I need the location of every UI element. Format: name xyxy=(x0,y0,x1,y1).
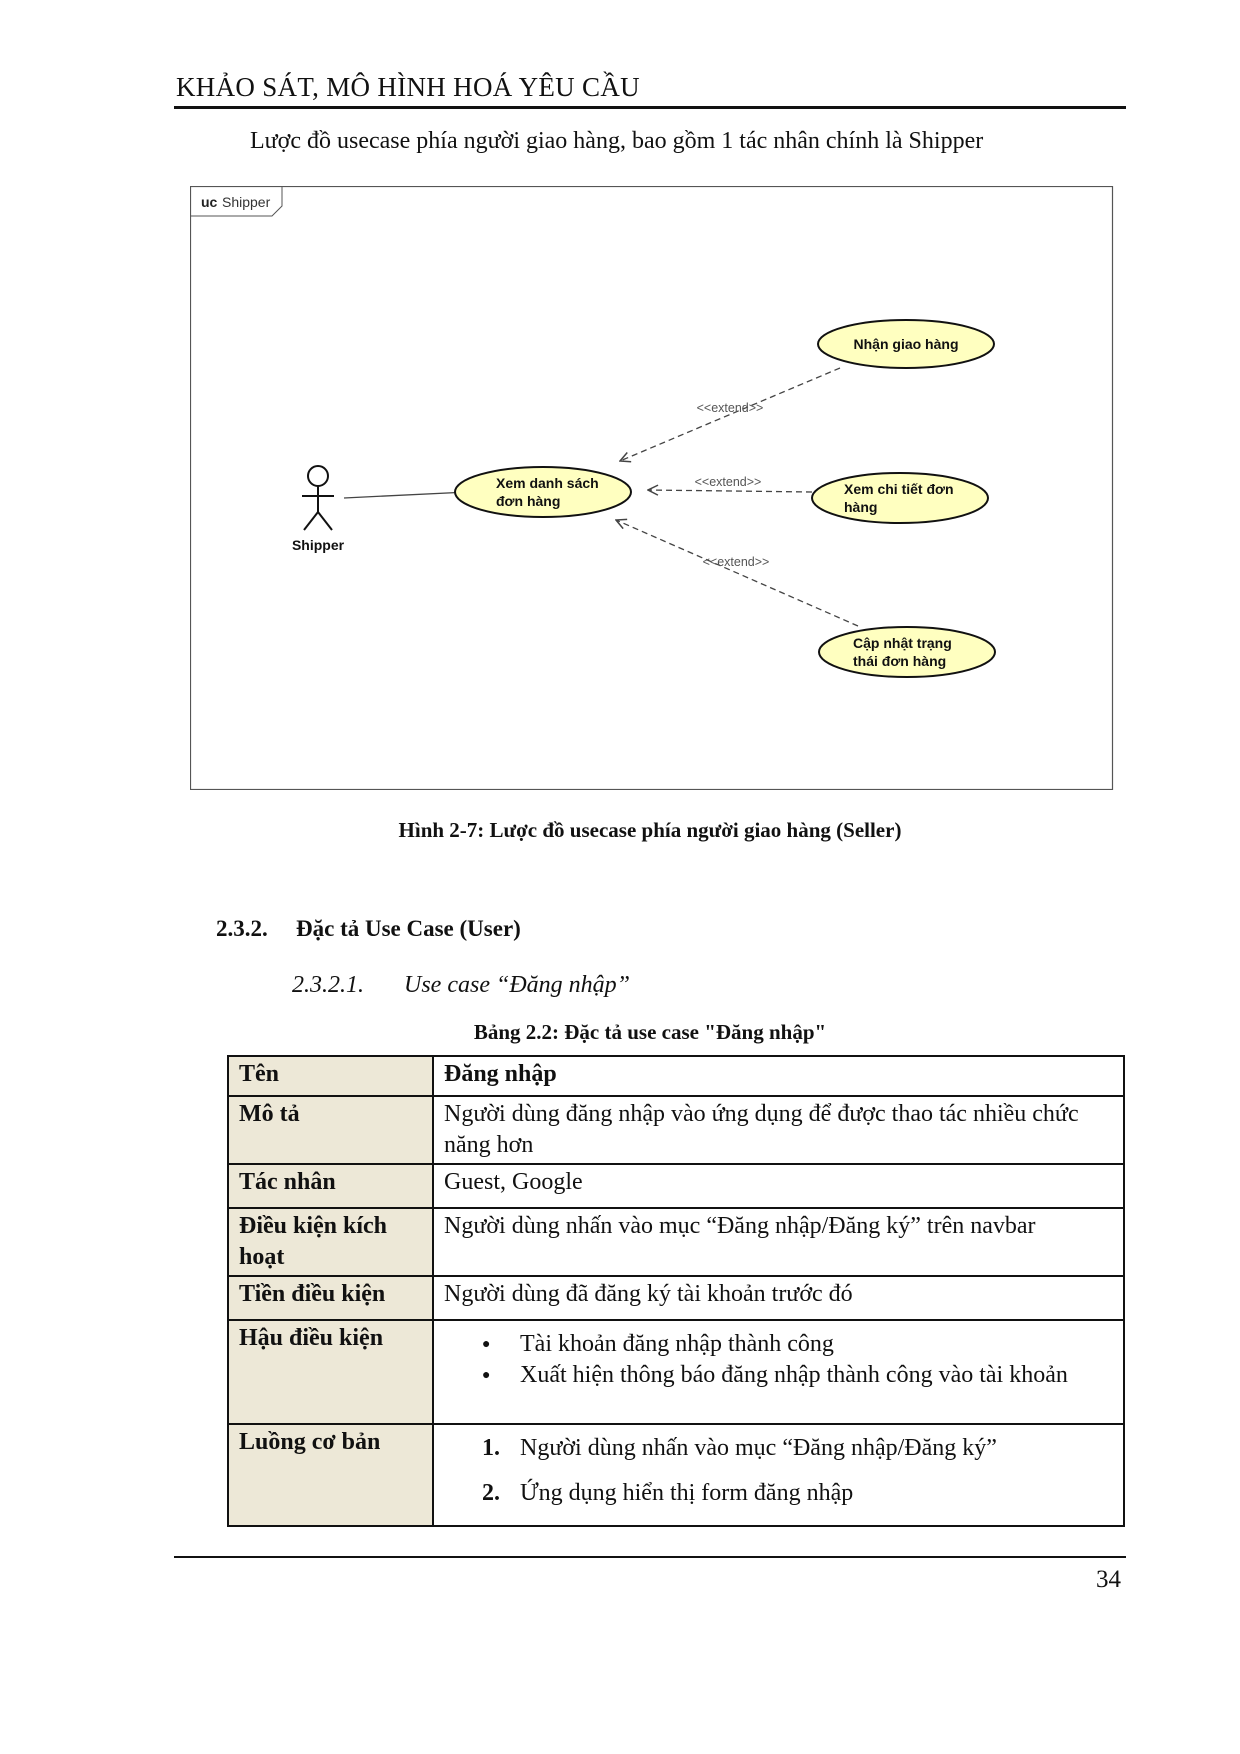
table-row xyxy=(228,1096,1124,1164)
table-caption: Bảng 2.2: Đặc tả use case "Đăng nhập" xyxy=(473,1020,827,1044)
subsection-title: Use case “Đăng nhập” xyxy=(404,972,630,998)
row-value-trigger: Người dùng nhấn vào mục “Đăng nhập/Đăng ký” trên navbar xyxy=(433,1208,1124,1276)
step-number: 2. xyxy=(482,1480,500,1506)
table-row xyxy=(228,1424,1124,1526)
usecase-3-line2: thái đơn hàng xyxy=(853,653,947,669)
usecase-2-line2: hàng xyxy=(844,499,878,515)
frame-keyword: uc xyxy=(201,194,218,210)
step-text: Ứng dụng hiển thị form đăng nhập xyxy=(520,1480,854,1506)
frame-name: Shipper xyxy=(222,194,271,210)
row-value-desc: Người dùng đăng nhập vào ứng dụng để được thao tác nhiều chức năng hơn xyxy=(433,1096,1124,1164)
row-label-name: Tên xyxy=(228,1056,433,1096)
footer-rule xyxy=(174,1556,1126,1558)
usecase-diagram xyxy=(190,186,1114,790)
section-number: 2.3.2. xyxy=(216,916,268,941)
row-label-basic-flow: Luồng cơ bản xyxy=(228,1424,433,1526)
basic-flow-steps xyxy=(444,1433,1113,1509)
row-label-trigger: Điều kiện kích hoạt xyxy=(228,1208,433,1276)
row-label-postcondition: Hậu điều kiện xyxy=(228,1320,433,1424)
row-value-actor: Guest, Google xyxy=(433,1164,1124,1208)
table-row xyxy=(228,1056,1124,1096)
usecase-main-line2: đơn hàng xyxy=(496,493,561,509)
postcondition-list xyxy=(444,1329,1113,1391)
row-value-name: Đăng nhập xyxy=(433,1056,1124,1096)
table-row xyxy=(228,1320,1124,1424)
usecase-1-line1: Nhận giao hàng xyxy=(853,336,959,352)
table-row xyxy=(228,1164,1124,1208)
list-item: ● Xuất hiện thông báo đăng nhập thành công vào tài khoản xyxy=(444,1360,1113,1391)
table-row xyxy=(228,1276,1124,1320)
list-item: ● Tài khoản đăng nhập thành công xyxy=(444,1329,1113,1360)
running-header-title: KHẢO SÁT, MÔ HÌNH HOÁ YÊU CẦU xyxy=(176,72,640,102)
step-text: Người dùng nhấn vào mục “Đăng nhập/Đăng ký” xyxy=(520,1435,997,1461)
usecase-2-line1: Xem chi tiết đơn xyxy=(844,481,954,497)
usecase-main-line1: Xem danh sách xyxy=(496,475,599,491)
extend-label-2: <<extend>> xyxy=(694,475,762,489)
intro-paragraph: Lược đồ usecase phía người giao hàng, bao gồm 1 tác nhân chính là Shipper xyxy=(250,128,984,154)
step-number: 1. xyxy=(482,1435,500,1461)
subsection-number: 2.3.2.1. xyxy=(292,972,364,998)
extend-label-1: <<extend>> xyxy=(696,401,764,415)
subsection-heading xyxy=(292,972,630,999)
list-item xyxy=(444,1478,1113,1509)
usecase-spec-table xyxy=(227,1055,1125,1527)
row-value-precondition: Người dùng đã đăng ký tài khoản trước đó xyxy=(433,1276,1124,1320)
header-rule xyxy=(174,106,1126,109)
usecase-3-line1: Cập nhật trạng xyxy=(853,635,952,651)
row-value-basic-flow xyxy=(433,1424,1124,1526)
section-title: Đặc tả Use Case (User) xyxy=(296,916,521,941)
extend-label-3: <<extend>> xyxy=(702,555,770,569)
figure-caption xyxy=(0,818,1240,843)
section-heading xyxy=(216,916,521,942)
figure-caption-number: Hình 2-7: xyxy=(398,818,485,842)
page-number: 34 xyxy=(1096,1566,1121,1593)
list-item xyxy=(444,1433,1113,1464)
row-value-postcondition xyxy=(433,1320,1124,1424)
actor-label: Shipper xyxy=(291,537,345,553)
row-label-desc: Mô tả xyxy=(228,1096,433,1164)
figure-caption-text: Lược đồ usecase phía người giao hàng (Seller) xyxy=(489,818,902,842)
table-row xyxy=(228,1208,1124,1276)
row-label-actor: Tác nhân xyxy=(228,1164,433,1208)
row-label-precondition: Tiền điều kiện xyxy=(228,1276,433,1320)
